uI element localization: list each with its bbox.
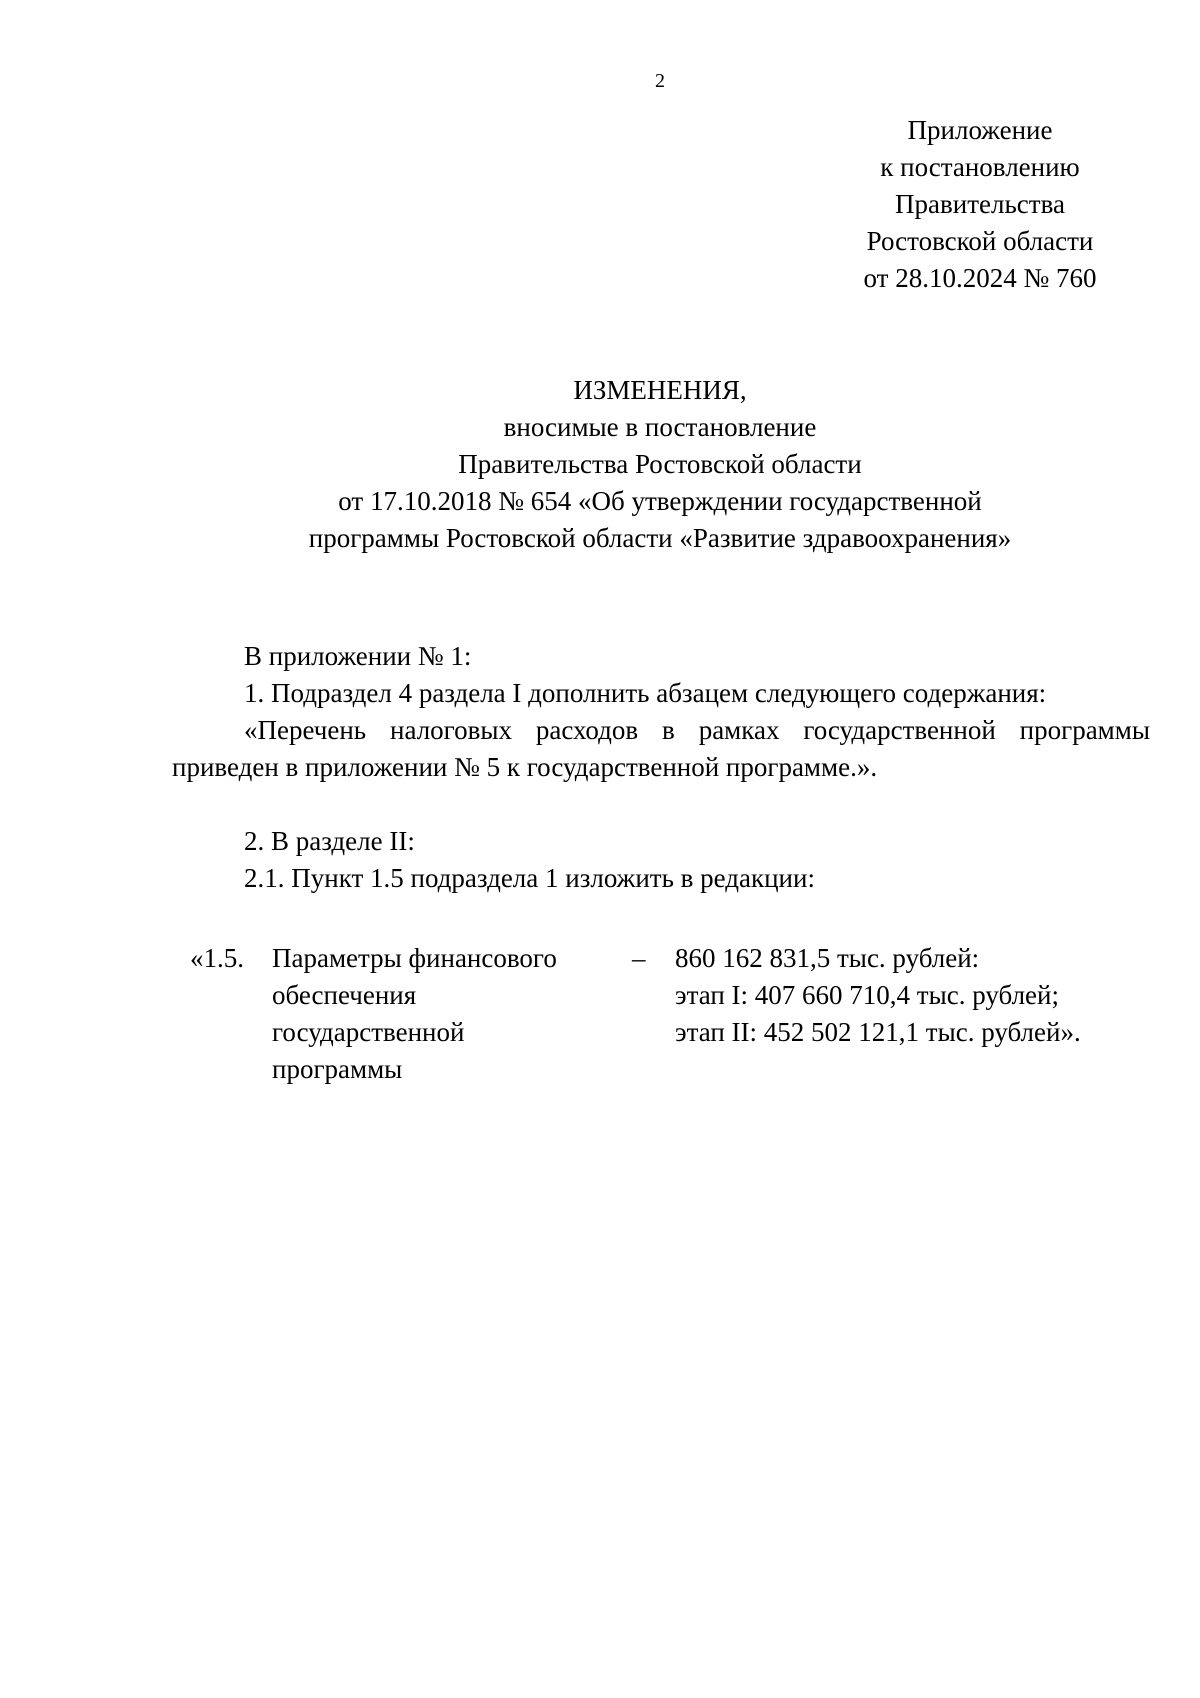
appendix-header [840,112,1120,297]
appendix-line: от 28.10.2024 № 760 [863,263,1097,293]
appendix-line: Ростовской области [866,226,1094,256]
params-value-line: этап II: 452 502 121,1 тыс. рублей». [675,1017,1081,1047]
page-number: 2 [655,70,665,92]
document-body [172,638,1150,897]
title-heading: ИЗМЕНЕНИЯ, [573,375,747,405]
params-number: «1.5. [190,943,244,973]
body-paragraph: В приложении № 1: [244,641,472,671]
params-label-line: государственной [272,1017,465,1047]
appendix-line: к постановлению [880,152,1080,182]
appendix-line: Приложение [907,115,1053,145]
body-paragraph: 1. Подраздел 4 раздела I дополнить абзацем следующего содержания: [244,678,1047,708]
document-title [170,372,1150,557]
params-value-line: 860 162 831,5 тыс. рублей: [675,943,980,973]
title-line: от 17.10.2018 № 654 «Об утверждении государственной [338,486,982,516]
params-label-line: обеспечения [272,980,417,1010]
appendix-line: Правительства [895,189,1065,219]
params-dash: – [632,943,646,973]
params-values [675,940,1145,1051]
title-line: программы Ростовской области «Развитие здравоохранения» [308,523,1012,553]
params-label-line: Параметры финансового [272,943,557,973]
body-paragraph: «Перечень налоговых расходов в рамках государственной программы приведен в приложении № 5 к государственной программе.». [172,715,1150,782]
body-paragraph: 2.1. Пункт 1.5 подраздела 1 изложить в редакции: [244,863,815,893]
params-value-line: этап I: 407 660 710,4 тыс. рублей; [675,980,1059,1010]
body-paragraph: 2. В разделе II: [244,826,415,856]
title-line: вносимые в постановление [503,412,817,442]
params-label-line: программы [272,1054,403,1084]
title-line: Правительства Ростовской области [458,449,862,479]
params-label [272,940,602,1088]
